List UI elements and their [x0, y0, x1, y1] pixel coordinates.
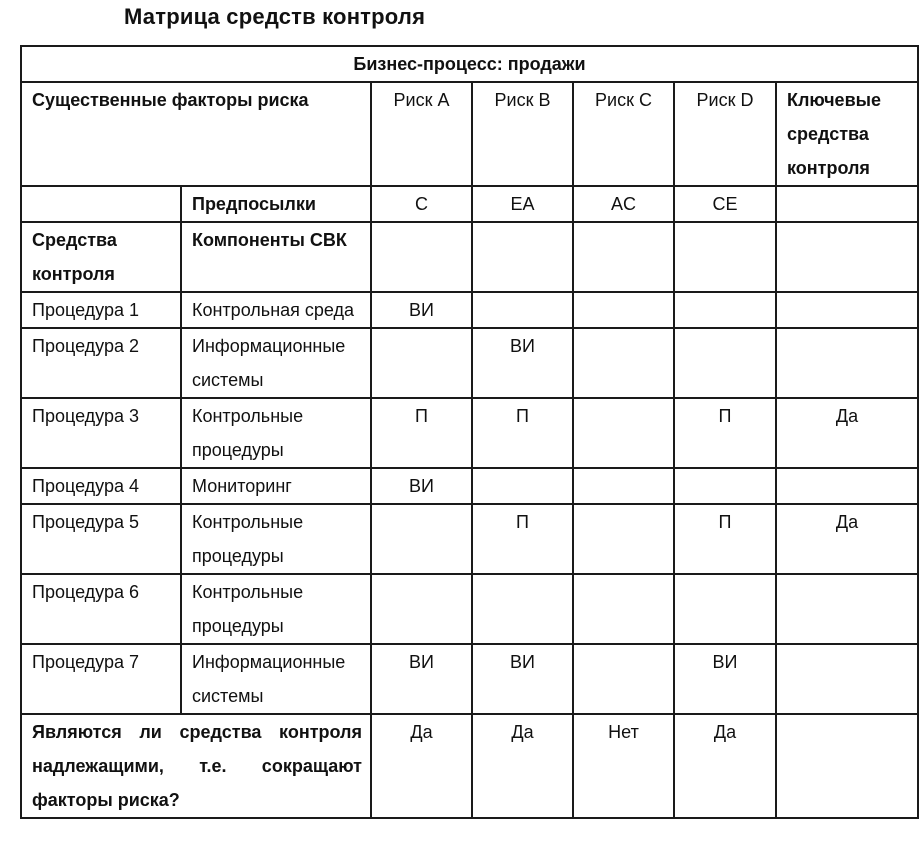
premises-row: [21, 186, 918, 222]
risk-b-value: ВИ: [472, 644, 573, 714]
procedure-row-6: [21, 574, 918, 644]
component-name: Контрольные процедуры: [181, 574, 371, 644]
risk-a-value: [371, 574, 472, 644]
components-label: Компоненты СВК: [181, 222, 371, 292]
risk-c-value: [573, 328, 674, 398]
risk-d-value: П: [674, 398, 776, 468]
risk-c-value: [573, 398, 674, 468]
premises-empty: [21, 186, 181, 222]
question-row: [21, 714, 918, 818]
risk-c-value: [573, 644, 674, 714]
procedure-name: Процедура 3: [21, 398, 181, 468]
key-control-value: [776, 574, 918, 644]
key-controls-header: Ключевые средства контроля: [776, 82, 918, 186]
risk-b-header: Риск B: [472, 82, 573, 186]
empty-cell: [776, 222, 918, 292]
answer-risk-a: Да: [371, 714, 472, 818]
procedure-row-4: [21, 468, 918, 504]
answer-key-empty: [776, 714, 918, 818]
risk-d-value: [674, 328, 776, 398]
key-control-value: [776, 468, 918, 504]
risk-d-value: П: [674, 504, 776, 574]
risk-b-value: [472, 292, 573, 328]
answer-risk-d: Да: [674, 714, 776, 818]
procedure-row-5: [21, 504, 918, 574]
component-name: Контрольная среда: [181, 292, 371, 328]
risk-d-value: [674, 574, 776, 644]
premise-d: CE: [674, 186, 776, 222]
procedure-row-2: [21, 328, 918, 398]
process-header-row: [21, 46, 918, 82]
risk-a-value: ВИ: [371, 292, 472, 328]
risk-a-value: [371, 504, 472, 574]
component-name: Мониторинг: [181, 468, 371, 504]
process-header: Бизнес-процесс: продажи: [21, 46, 918, 82]
answer-risk-c: Нет: [573, 714, 674, 818]
risk-c-value: [573, 292, 674, 328]
procedure-name: Процедура 6: [21, 574, 181, 644]
premise-c: AC: [573, 186, 674, 222]
premises-key-empty: [776, 186, 918, 222]
empty-cell: [674, 222, 776, 292]
risk-b-value: П: [472, 398, 573, 468]
key-control-value: [776, 644, 918, 714]
risk-d-value: [674, 292, 776, 328]
control-matrix-table: [20, 45, 919, 819]
risk-b-value: П: [472, 504, 573, 574]
empty-cell: [371, 222, 472, 292]
procedure-row-3: [21, 398, 918, 468]
risk-b-value: [472, 468, 573, 504]
risk-a-value: [371, 328, 472, 398]
risk-c-value: [573, 468, 674, 504]
procedure-name: Процедура 7: [21, 644, 181, 714]
risk-d-header: Риск D: [674, 82, 776, 186]
risk-c-value: [573, 504, 674, 574]
risk-header-row: [21, 82, 918, 186]
answer-risk-b: Да: [472, 714, 573, 818]
document-title: Матрица средств контроля: [124, 4, 426, 29]
component-name: Информационные системы: [181, 328, 371, 398]
component-name: Контрольные процедуры: [181, 398, 371, 468]
procedure-name: Процедура 2: [21, 328, 181, 398]
adequacy-question: Являются ли средства контроля надлежащими, т.е. сокращают факторы риска?: [21, 714, 371, 818]
procedure-name: Процедура 5: [21, 504, 181, 574]
component-name: Контрольные процедуры: [181, 504, 371, 574]
risk-a-value: ВИ: [371, 644, 472, 714]
empty-cell: [472, 222, 573, 292]
risk-a-value: П: [371, 398, 472, 468]
risk-d-value: ВИ: [674, 644, 776, 714]
premises-label: Предпосылки: [181, 186, 371, 222]
risk-c-value: [573, 574, 674, 644]
risk-b-value: ВИ: [472, 328, 573, 398]
empty-cell: [573, 222, 674, 292]
procedure-name: Процедура 4: [21, 468, 181, 504]
factors-label: Существенные факторы риска: [21, 82, 371, 186]
controls-label: Средства контроля: [21, 222, 181, 292]
risk-a-header: Риск A: [371, 82, 472, 186]
procedure-row-7: [21, 644, 918, 714]
procedure-name: Процедура 1: [21, 292, 181, 328]
premise-b: EA: [472, 186, 573, 222]
key-control-value: [776, 328, 918, 398]
key-control-value: Да: [776, 398, 918, 468]
key-control-value: Да: [776, 504, 918, 574]
controls-header-row: [21, 222, 918, 292]
risk-c-header: Риск C: [573, 82, 674, 186]
key-control-value: [776, 292, 918, 328]
risk-a-value: ВИ: [371, 468, 472, 504]
component-name: Информационные системы: [181, 644, 371, 714]
risk-b-value: [472, 574, 573, 644]
risk-d-value: [674, 468, 776, 504]
procedure-row-1: [21, 292, 918, 328]
premise-a: C: [371, 186, 472, 222]
